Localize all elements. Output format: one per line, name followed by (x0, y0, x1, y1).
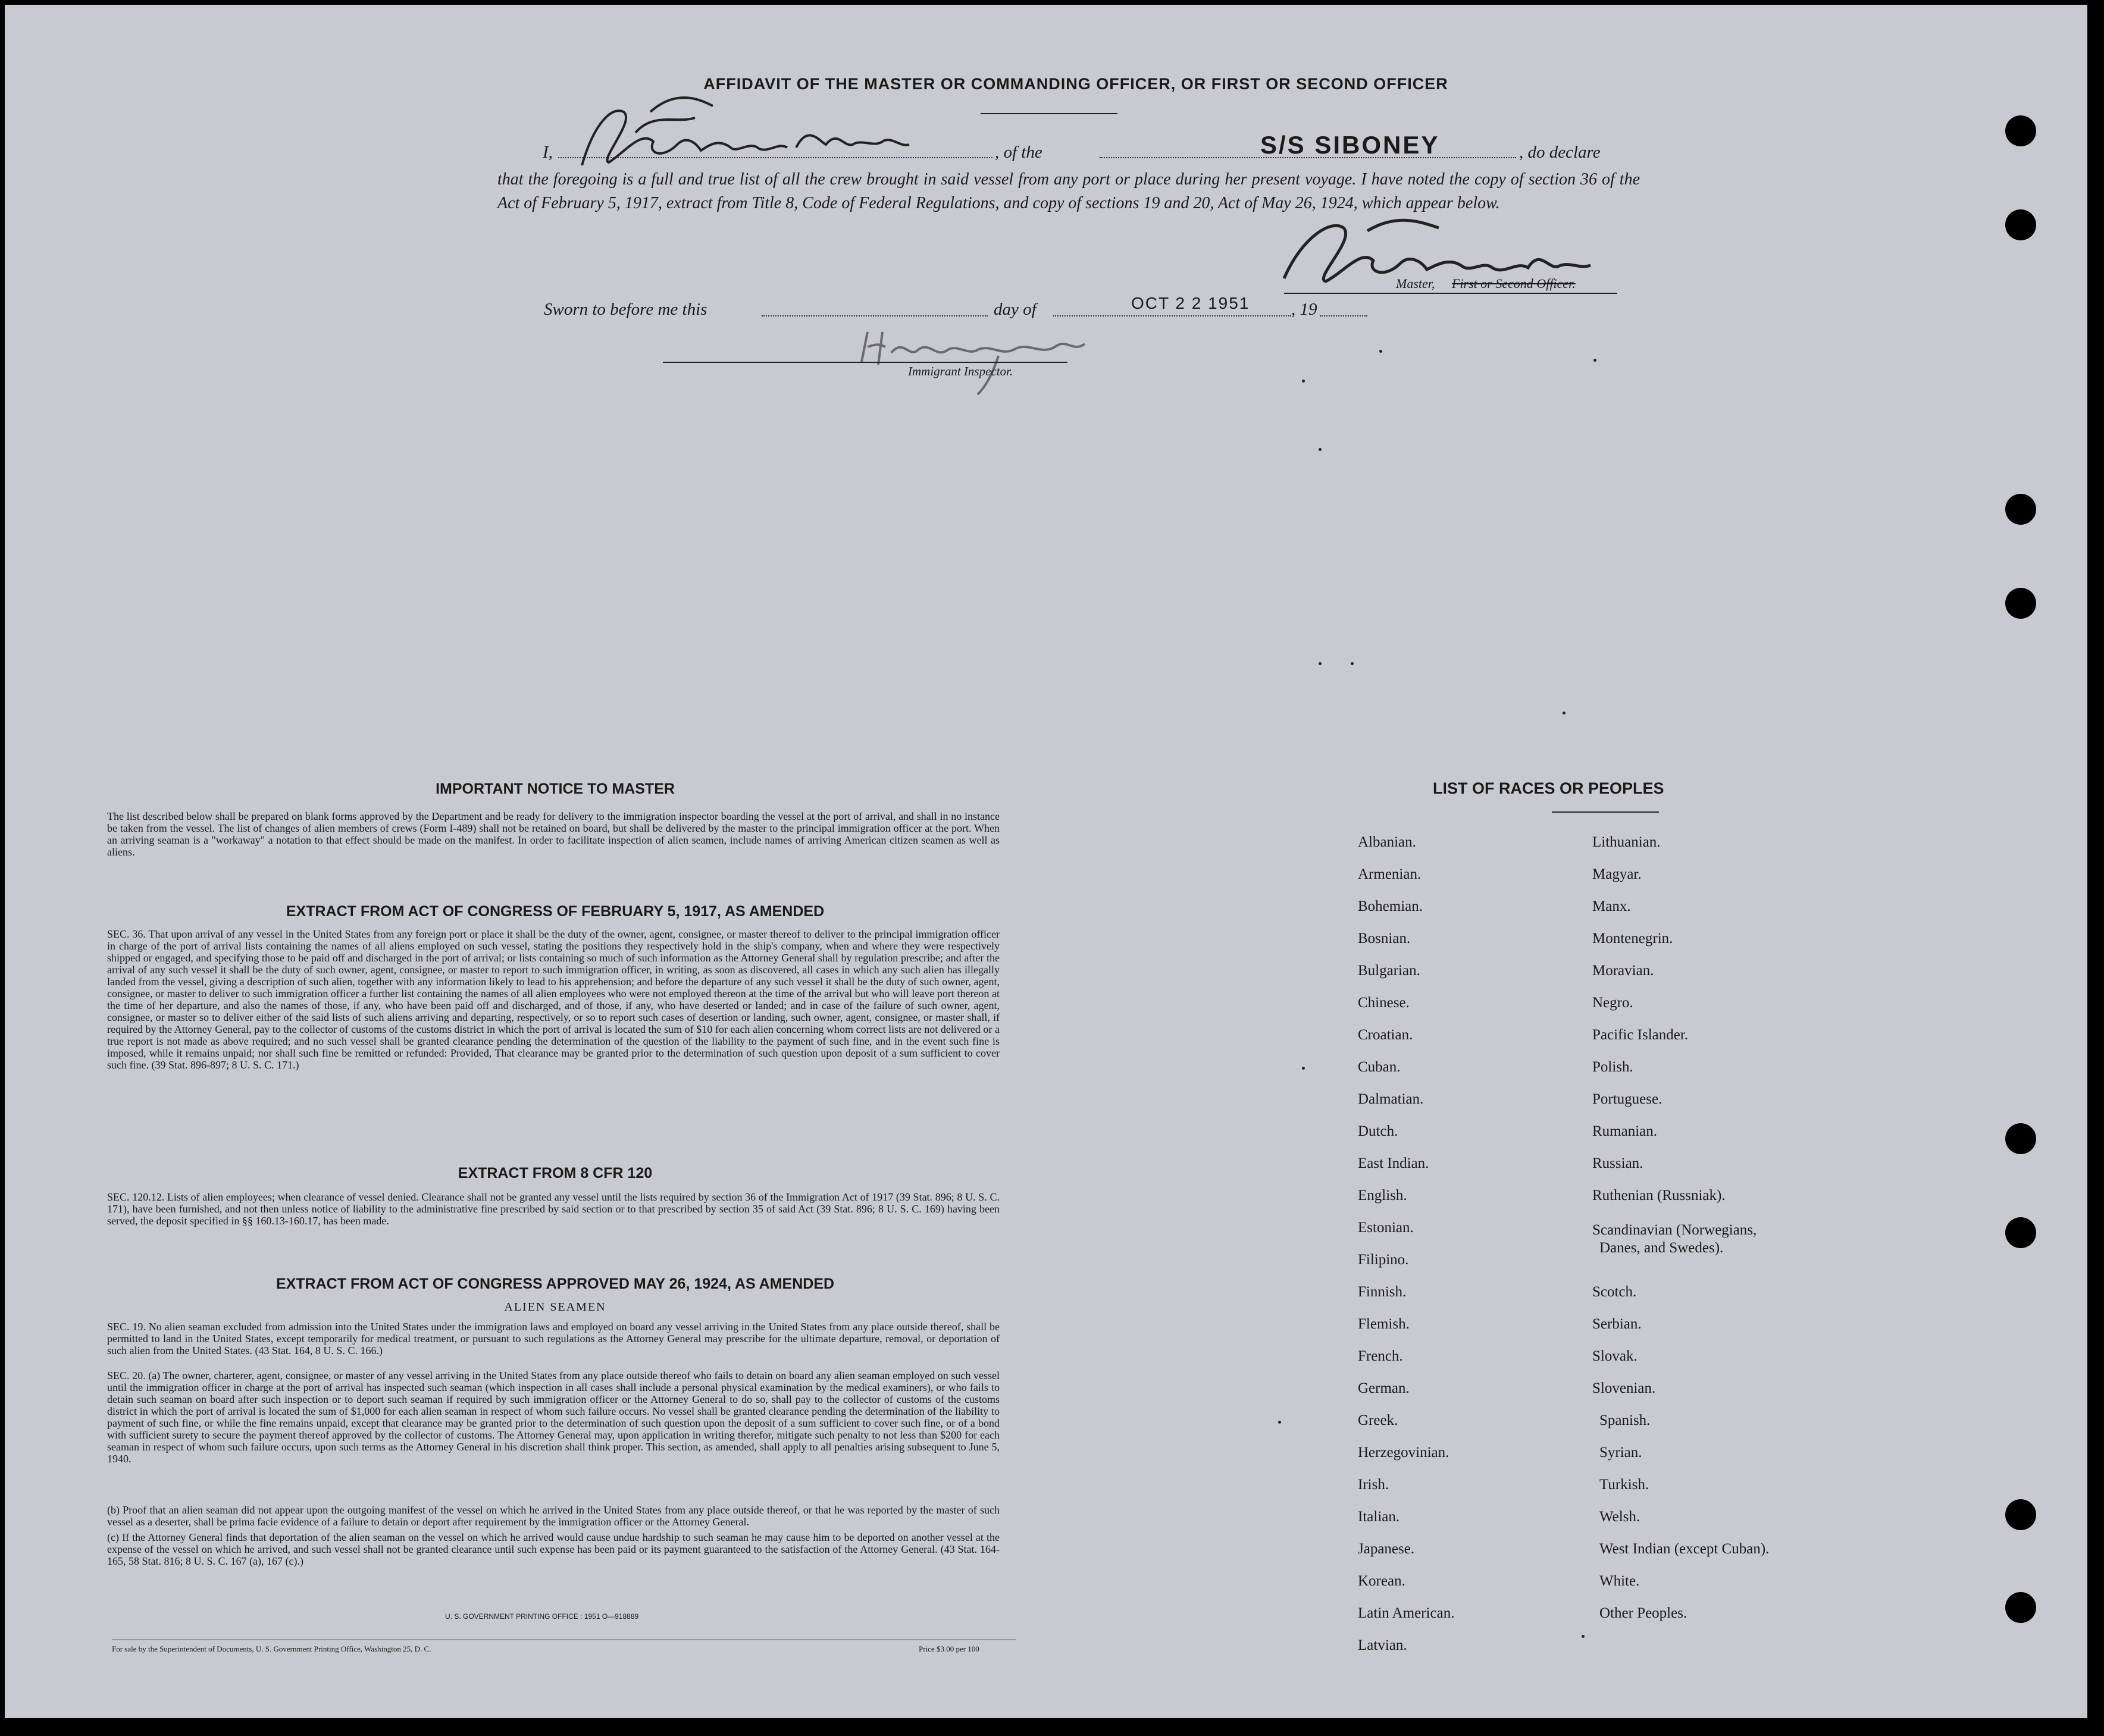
month-line (1053, 315, 1291, 317)
footer-price: Price $3.00 per 100 (919, 1644, 979, 1653)
race-item: Greek. (1358, 1412, 1398, 1428)
affidavit-title: AFFIDAVIT OF THE MASTER OR COMMANDING OFFICER, OR FIRST OR SECOND OFFICER (703, 75, 1448, 93)
sec19-text: SEC. 19. No alien seaman excluded from admission into the United States under the immigration laws and employed on board any vessel arriving in the United States from any place outside thereof, shall be permitted to land in the United States, except temporarily for medical treatment, or pursuant to such regulations as the Attorney General may prescribe for the ultimate departure, removal, or deportation of such alien from the United States. (43 Stat. 164, 8 U. S. C. 166.) (107, 1321, 1000, 1356)
race-item: White. (1599, 1573, 1640, 1589)
sec20b-text: (b) Proof that an alien seaman did not appear upon the outgoing manifest of the vessel on which he arrived in the United States from any place outside thereof, or that he was reported by the master of such vessel as a deserter, shall be prima facie evidence of a failure to detain or deport after requirement by the immigration officer or the Attorney General. (107, 1504, 1000, 1528)
race-item: Croatian. (1358, 1027, 1413, 1043)
race-item: Spanish. (1599, 1412, 1651, 1428)
extract-cfr-text: SEC. 120.12. Lists of alien employees; when clearance of vessel denied. Clearance shall not be granted any vessel until the lists required by section 36 of the Immigration Act of 1917 (39 Stat. 896; 8 U. S. C. 171), have been furnished, and not then unless notice of liability to the administrative fine prescribed by said section or to that prescribed by section 35 of said Act (39 Stat. 896; 8 U. S. C. 169) having been served, the deposit specified in §§ 160.13-160.17, has been made. (107, 1191, 1000, 1227)
race-item: Other Peoples. (1599, 1605, 1687, 1621)
race-item: West Indian (except Cuban). (1599, 1541, 1770, 1557)
races-underline (1552, 811, 1659, 813)
race-item: Pacific Islander. (1592, 1027, 1689, 1043)
footer-sale-notice: For sale by the Superintendent of Documents, U. S. Government Printing Office, Washington 25, D. C. (112, 1644, 431, 1653)
race-item: Ruthenian (Russniak). (1592, 1187, 1726, 1204)
race-item: German. (1358, 1380, 1410, 1396)
race-item: Italian. (1358, 1509, 1400, 1525)
punch-hole (2005, 1499, 2036, 1530)
speck (1351, 662, 1354, 665)
inspector-line (663, 362, 1067, 363)
speck (1302, 1067, 1305, 1070)
inspector-label: Immigrant Inspector. (908, 364, 1013, 378)
sec20c-text: (c) If the Attorney General finds that deportation of the alien seaman on the vessel on which he arrived would cause undue hardship to such seaman he may cause him to be deported on another vessel at the expense of the vessel on which he arrived, and such vessel shall not be granted clearance until such expense has been paid or its payment guaranteed to the satisfaction of the Attorney General. (43 Stat. 164-165, 58 Stat. 816; 8 U. S. C. 167 (a), 167 (c).) (107, 1531, 1000, 1567)
race-item: Cuban. (1358, 1059, 1401, 1075)
race-item: Turkish. (1599, 1477, 1649, 1493)
race-item: Scotch. (1592, 1284, 1637, 1300)
punch-hole (2005, 1592, 2036, 1623)
race-item: Bulgarian. (1358, 963, 1420, 979)
punch-hole (2005, 1123, 2036, 1154)
race-item: Chinese. (1358, 995, 1410, 1011)
punch-hole (2005, 115, 2036, 146)
race-item: Russian. (1592, 1155, 1643, 1171)
race-item: Welsh. (1599, 1509, 1640, 1525)
officer-line (1284, 293, 1617, 294)
race-item: Scandinavian (Norwegians, (1592, 1222, 1757, 1238)
vessel-name: S/S SIBONEY (1260, 131, 1440, 159)
race-item: Montenegrin. (1592, 930, 1673, 947)
race-item: Slovenian. (1592, 1380, 1656, 1396)
race-item: Estonian. (1358, 1220, 1414, 1236)
day-of-label: day of (994, 300, 1037, 319)
speck (1563, 712, 1566, 715)
race-item: Irish. (1358, 1477, 1389, 1493)
inspector-signature (850, 320, 1123, 397)
sec20a-text: SEC. 20. (a) The owner, charterer, agent, consignee, or master of any vessel arriving in the United States from any place outside thereof who fails to detain on board any alien seaman employed on such vessel until the immigration officer in charge at the port of arrival has inspected such seaman (which inspection in all cases shall include a personal physical examination by the medical examiners), or who fails to detain such seaman on board after such inspection or to deport such seaman if required by such immigration officer or the Attorney General to do so, shall pay to the collector of customs of the customs district in which the port of arrival is located the sum of $1,000 for each alien seaman in respect of whom such failure occurs. No vessel shall be granted clearance pending the determination of the liability to payment of such fine, or while the fine remains unpaid, except that clearance may be granted prior to the determination of such question upon the deposit of a sum sufficient to cover such fine, or of a bond with sufficient surety to secure the payment thereof approved by the collector of customs. The Attorney General may, upon application in writing therefor, mitigate such penalty to not less than $200 for each seaman in respect of whom such failure occurs, upon such terms as the Attorney General in his discretion shall think proper. This section, as amended, shall apply to all penalties arising subsequent to June 5, 1940. (107, 1370, 1000, 1465)
i-label: I, (543, 143, 553, 162)
race-item: English. (1358, 1187, 1407, 1204)
race-item: Dutch. (1358, 1123, 1398, 1139)
race-item: Slovak. (1592, 1348, 1638, 1364)
race-item: Portuguese. (1592, 1091, 1662, 1107)
alien-seamen-subtitle: ALIEN SEAMEN (504, 1301, 606, 1314)
speck (1319, 448, 1322, 451)
race-item: Finnish. (1358, 1284, 1407, 1300)
notice-title: IMPORTANT NOTICE TO MASTER (436, 781, 675, 797)
sworn-label: Sworn to before me this (544, 300, 707, 319)
race-item: Filipino. (1358, 1252, 1409, 1268)
race-item: Negro. (1592, 995, 1633, 1011)
date-stamp: OCT 2 2 1951 (1131, 294, 1250, 312)
extract-1917-title: EXTRACT FROM ACT OF CONGRESS OF FEBRUARY 5, 1917, AS AMENDED (286, 903, 825, 920)
race-item: Lithuanian. (1592, 834, 1661, 850)
race-item: Flemish. (1358, 1316, 1410, 1332)
punch-hole (2005, 588, 2036, 619)
race-item: Latvian. (1358, 1637, 1407, 1653)
extract-1924-title: EXTRACT FROM ACT OF CONGRESS APPROVED MAY 26, 1924, AS AMENDED (275, 1276, 835, 1292)
speck (1278, 1421, 1281, 1424)
race-item: Armenian. (1358, 866, 1422, 882)
race-item: Japanese. (1358, 1541, 1415, 1557)
race-item: Polish. (1592, 1059, 1633, 1075)
race-item: Herzegovinian. (1358, 1444, 1449, 1461)
extract-1917-text: SEC. 36. That upon arrival of any vessel in the United States from any foreign port or place it shall be the duty of the owner, agent, consignee, or master thereof to deliver to the principal immigration officer in charge of the port of arrival lists containing the names of all aliens employed on such vessel, stating the positions they respectively hold in the ship's company, when and where they were respectively shipped or engaged, and specifying those to be paid off and discharged in the port of arrival; or lists containing so much of such information as the Attorney General shall by regulation prescribe; and after the arrival of any such vessel it shall be the duty of such owner, agent, consignee, or master to report to such immigration officer, in writing, as soon as discovered, all cases in which any such alien has illegally landed from the vessel, giving a description of such alien, together with any information likely to lead to his apprehension; and before the departure of any such vessel it shall be the duty of such owner, agent, consignee, or master to deliver to such immigration officer a further list containing the names of all alien employees who were not employed thereon at the time of the arrival but who will leave port thereon at the time of her departure, and also the names of those, if any, who have been paid off and discharged, and of those, if any, who have deserted or landed; and in case of the failure of such owner, agent, consignee, or master so to deliver either of the said lists of such aliens arriving and departing, respectively, or so to report such cases of desertion or landing, such owner, agent, consignee, or master shall, if required by the Attorney General, pay to the collector of customs of the customs district in which the port of arrival is located the sum of $10 for each alien concerning whom correct lists are not delivered or a true report is not made as above required; and no such vessel shall be granted clearance pending the determination of the question of the liability to the payment of such fine, and in the event such fine is imposed, while it remains unpaid; nor shall such fine be remitted or refunded: Provided, That clearance may be granted prior to the determination of such question upon deposit of a sum sufficient to cover such fine. (39 Stat. 896-897; 8 U. S. C. 171.) (107, 928, 1000, 1071)
extract-cfr-title: EXTRACT FROM 8 CFR 120 (458, 1165, 653, 1182)
race-item: Manx. (1592, 898, 1631, 914)
race-item: Serbian. (1592, 1316, 1642, 1332)
speck (1379, 350, 1382, 353)
speck (1302, 380, 1305, 383)
speck (1582, 1635, 1585, 1638)
speck (1593, 359, 1596, 362)
affidavit-statement: that the foregoing is a full and true list of all the crew brought in said vessel from any port or place during her present voyage. I have noted the copy of section 36 of the Act of February 5, 1917, extract from Title 8, Code of Federal Regulations, and copy of sections 19 and 20, Act of May 26, 1924, which appear below. (497, 170, 1640, 212)
races-title: LIST OF RACES OR PEOPLES (1433, 779, 1664, 797)
race-item: East Indian. (1358, 1155, 1429, 1171)
race-item: Danes, and Swedes). (1599, 1240, 1724, 1256)
punch-hole (2005, 494, 2036, 525)
master-signature (558, 88, 1010, 177)
race-item: Moravian. (1592, 963, 1654, 979)
printing-office-imprint: U. S. GOVERNMENT PRINTING OFFICE : 1951 O—918889 (445, 1612, 639, 1621)
sworn-day-line (762, 315, 988, 317)
race-item: French. (1358, 1348, 1403, 1364)
document-page (5, 5, 2087, 1718)
race-item: Bohemian. (1358, 898, 1423, 914)
punch-hole (2005, 1217, 2036, 1248)
year-label: , 19 (1291, 300, 1317, 319)
race-item: Magyar. (1592, 866, 1642, 882)
race-item: Syrian. (1599, 1444, 1642, 1461)
race-item: Albanian. (1358, 834, 1416, 850)
punch-hole (2005, 209, 2036, 240)
year-line (1320, 315, 1367, 317)
do-declare-label: , do declare (1519, 143, 1601, 162)
master-label: Master, (1396, 276, 1435, 291)
struck-officer-label: First or Second Officer. (1452, 276, 1576, 291)
of-the-label: , of the (995, 143, 1042, 162)
notice-text: The list described below shall be prepared on blank forms approved by the Department and be ready for delivery to the immigration inspector boarding the vessel at the port of arrival, and shall in no instance be taken from the vessel. The list of changes of alien members of crews (Form I-489) shall not be retained on board, but shall be delivered by the master to the principal immigration officer at the port. When an arriving seaman is a "workaway" a notation to that effect should be made on the manifest. In order to facilitate inspection of alien seamen, include names of arriving American citizen seamen as well as aliens. (107, 810, 1000, 858)
speck (1319, 662, 1322, 665)
race-item: Bosnian. (1358, 930, 1411, 947)
race-item: Rumanian. (1592, 1123, 1658, 1139)
race-item: Korean. (1358, 1573, 1405, 1589)
race-item: Latin American. (1358, 1605, 1455, 1621)
race-item: Dalmatian. (1358, 1091, 1424, 1107)
